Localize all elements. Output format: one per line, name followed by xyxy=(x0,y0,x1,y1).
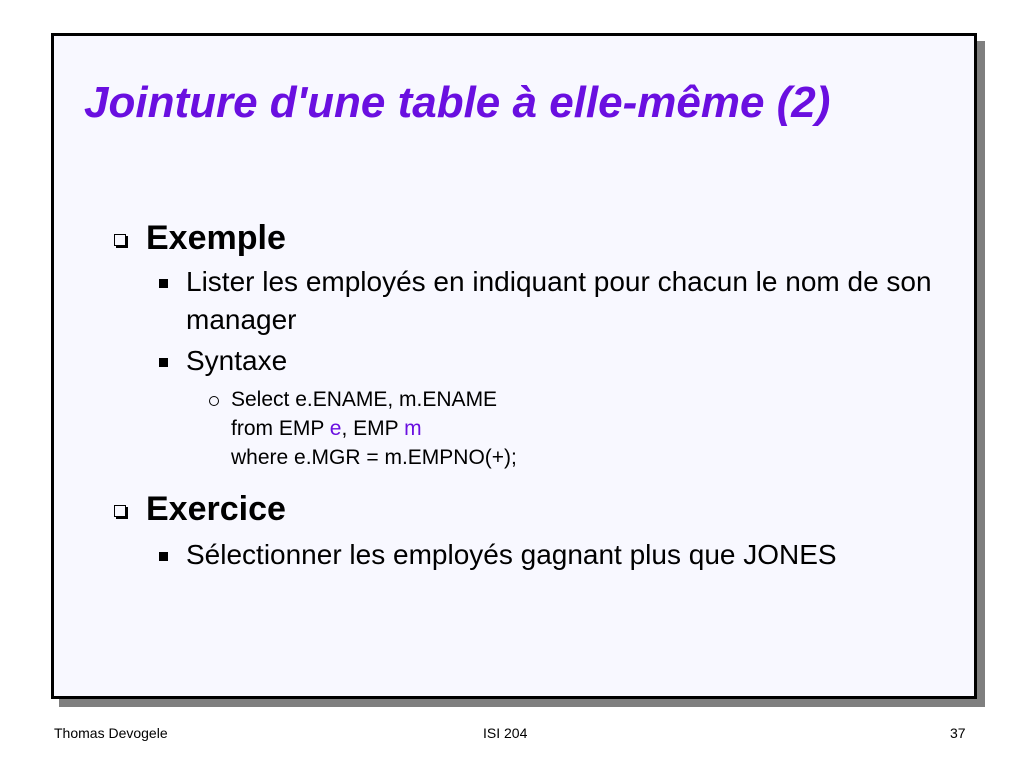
sql-where-line: where e.MGR = m.EMPNO(+); xyxy=(231,446,517,469)
sql-alias-m: m xyxy=(404,417,422,440)
item-selectionner-text: Sélectionner les employés gagnant plus que JONES xyxy=(186,539,837,570)
bullet-exercice xyxy=(114,490,286,529)
slide-title: Jointure d'une table à elle-même (2) xyxy=(84,78,831,127)
hollow-square-bullet-icon xyxy=(114,234,126,246)
hollow-circle-bullet-icon xyxy=(209,396,219,406)
footer-page-number: 37 xyxy=(950,725,966,741)
bullet-lister xyxy=(159,263,946,339)
slide-frame xyxy=(51,33,977,699)
footer-course: ISI 204 xyxy=(483,725,528,741)
footer-author: Thomas Devogele xyxy=(54,725,168,741)
sql-alias-e: e xyxy=(329,417,342,440)
sql-from-line xyxy=(231,414,517,443)
filled-square-bullet-icon xyxy=(159,279,168,288)
filled-square-bullet-icon xyxy=(159,358,168,367)
sql-code-block xyxy=(231,385,517,472)
item-lister-text: Lister les employés en indiquant pour chacun le nom de son manager xyxy=(186,266,932,335)
sql-select-line: Select e.ENAME, m.ENAME xyxy=(231,388,498,411)
bullet-exemple xyxy=(114,219,286,258)
bullet-syntaxe xyxy=(159,342,946,380)
section-heading-exercice: Exercice xyxy=(146,490,286,528)
bullet-code xyxy=(209,385,517,472)
item-syntaxe-text: Syntaxe xyxy=(186,345,288,376)
slide-content xyxy=(54,36,974,696)
sql-from-middle: , EMP xyxy=(341,417,405,440)
hollow-square-bullet-icon xyxy=(114,505,126,517)
sql-from-prefix: from EMP xyxy=(231,417,330,440)
filled-square-bullet-icon xyxy=(159,552,168,561)
bullet-selectionner xyxy=(159,536,886,574)
section-heading-exemple: Exemple xyxy=(146,219,286,257)
